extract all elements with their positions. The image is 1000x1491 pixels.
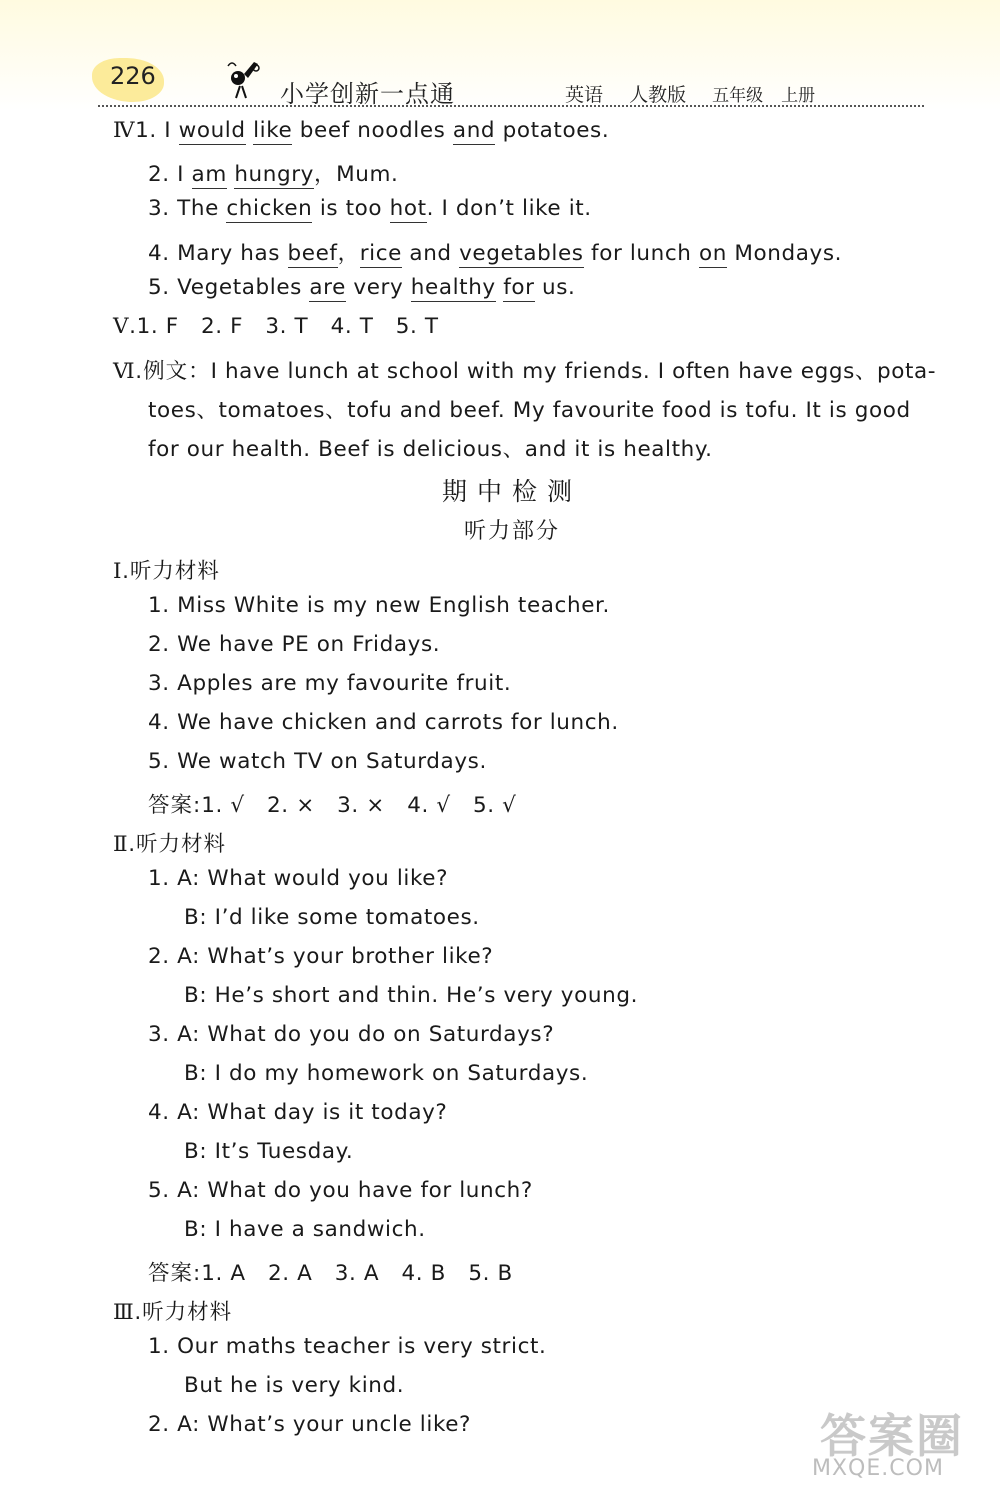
p1-numeral: Ⅰ: [113, 559, 123, 584]
p1-item-4: 4. We have chicken and carrots for lunch.: [148, 710, 619, 735]
p2-line-6: B: I do my homework on Saturdays.: [184, 1061, 589, 1086]
s4-item-4: 4. Mary has beef，rice and vegetables for lunch on Mondays.: [148, 241, 843, 266]
s6-numeral: Ⅵ: [113, 359, 136, 384]
p2-line-9: 5. A: What do you have for lunch?: [148, 1178, 533, 1203]
s4-numeral: Ⅳ: [113, 118, 136, 143]
check-icon: √: [436, 793, 451, 818]
s4-item-2: 2. I am hungry，Mum.: [148, 162, 399, 187]
p1-item-2: 2. We have PE on Fridays.: [148, 632, 441, 657]
p2-line-1: 1. A: What would you like?: [148, 866, 449, 891]
p2-answers: 答案:1. A 2. A 3. A 4. B 5. B: [148, 1261, 513, 1286]
p2-numeral: Ⅱ: [113, 832, 129, 857]
page-number: 226: [110, 62, 156, 90]
p3-line-2: But he is very kind.: [184, 1373, 405, 1398]
p1-answers: 答案:1. √ 2. × 3. × 4. √ 5. √: [148, 793, 517, 818]
p2-line-4: B: He’s short and thin. He’s very young.: [184, 983, 639, 1008]
s5-answers: Ⅴ.1. F 2. F 3. T 4. T 5. T: [113, 314, 439, 339]
s6-line-3: for our health. Beef is delicious、and it is healthy.: [148, 437, 713, 462]
p2-line-8: B: It’s Tuesday.: [184, 1139, 354, 1164]
p1-heading: Ⅰ.听力材料: [113, 559, 220, 584]
p3-line-3: 2. A: What’s your uncle like?: [148, 1412, 472, 1437]
s6-label: .例文：: [135, 359, 211, 384]
s6-line-1: Ⅵ.例文：I have lunch at school with my friends. I often have eggs、pota-: [113, 359, 937, 384]
volume-label: 上册: [781, 86, 816, 106]
s6-line-2: toes、tomatoes、tofu and beef. My favourite food is tofu. It is good: [148, 398, 911, 423]
p3-numeral: Ⅲ: [113, 1300, 135, 1325]
p2-line-7: 4. A: What day is it today?: [148, 1100, 448, 1125]
watermark-text: 答案圈: [820, 1409, 964, 1463]
s4-item-1: Ⅳ1. I would like beef noodles and potatoes.: [113, 118, 610, 143]
music-note-mascot-icon: [220, 54, 268, 102]
book-meta: [565, 80, 827, 107]
edition-label: 人教版: [629, 84, 687, 106]
cross-icon: ×: [296, 793, 315, 818]
subject-label: 英语: [565, 84, 604, 106]
p2-line-2: B: I’d like some tomatoes.: [184, 905, 480, 930]
midterm-title: 期中检测: [441, 477, 582, 506]
p1-answer-label: 答案:: [148, 793, 202, 818]
check-icon: √: [502, 793, 517, 818]
check-icon: √: [230, 793, 245, 818]
s4-item-3: 3. The chicken is too hot. I don’t like it.: [148, 196, 592, 221]
header-divider: [98, 105, 924, 107]
grade-label: 五年级: [712, 86, 764, 106]
p3-line-1: 1. Our maths teacher is very strict.: [148, 1334, 547, 1359]
cross-icon: ×: [366, 793, 385, 818]
p1-item-5: 5. We watch TV on Saturdays.: [148, 749, 487, 774]
midterm-subtitle: 听力部分: [463, 519, 560, 544]
book-title: 小学创新一点通: [280, 80, 455, 108]
s5-numeral: Ⅴ: [113, 314, 130, 339]
p2-line-3: 2. A: What’s your brother like?: [148, 944, 494, 969]
watermark-logo: [800, 1400, 990, 1485]
p2-line-10: B: I have a sandwich.: [184, 1217, 426, 1242]
p2-line-5: 3. A: What do you do on Saturdays?: [148, 1022, 555, 1047]
watermark-url: MXQE.COM: [812, 1456, 944, 1481]
p1-item-3: 3. Apples are my favourite fruit.: [148, 671, 512, 696]
p3-heading: Ⅲ.听力材料: [113, 1300, 233, 1325]
p2-heading: Ⅱ.听力材料: [113, 832, 227, 857]
p1-item-1: 1. Miss White is my new English teacher.: [148, 593, 610, 618]
p2-answer-label: 答案:: [148, 1261, 202, 1286]
s4-item-5: 5. Vegetables are very healthy for us.: [148, 275, 576, 300]
